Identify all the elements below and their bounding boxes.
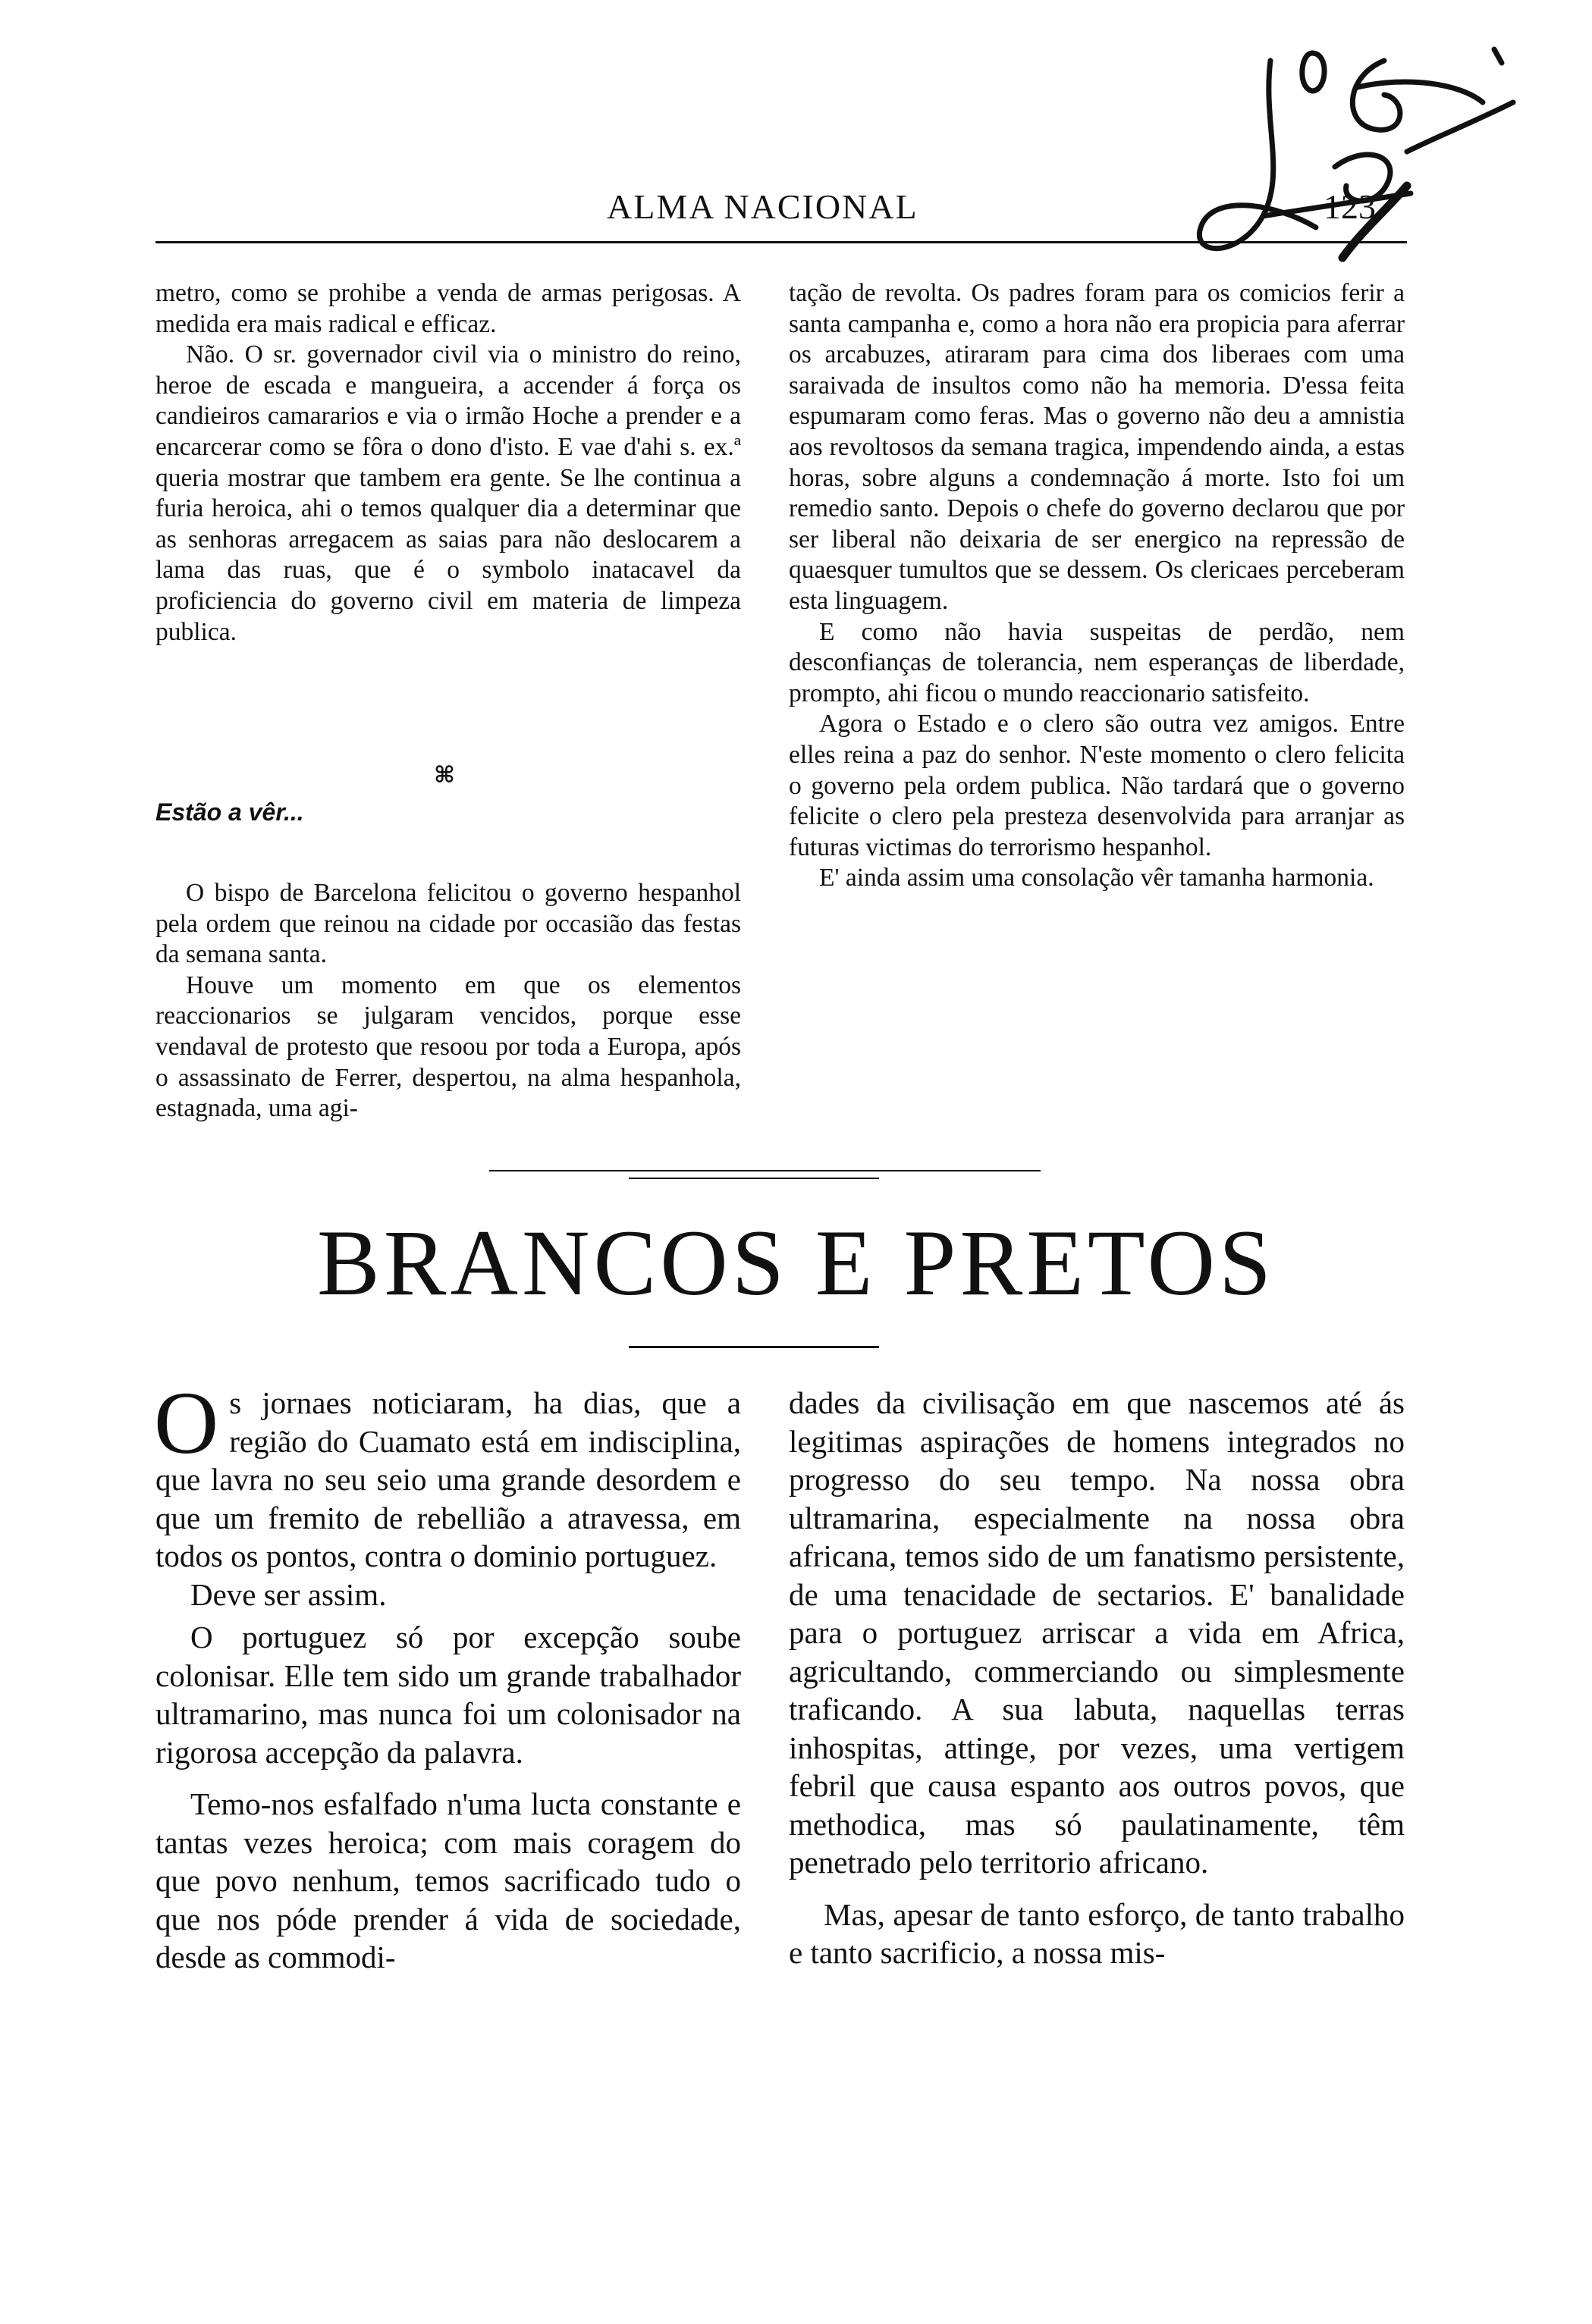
paragraph: Houve um momento em que os elementos reaccionarios se julgaram vencidos, porque esse vendaval de protesto que resoou por toda a Europa, após o assassinato de Ferrer, despertou, na alma hespanhola, estagnada, uma agi- [155,971,741,1123]
handwritten-signature [1157,30,1521,281]
section-column [155,878,741,1124]
article-left-column [154,1373,741,1977]
paragraph: tação de revolta. Os padres foram para os comicios ferir a santa campanha e, como a hora não era propicia para aferrar os arcabuzes, atiraram para cima dos liberaes com uma saraivada de insultos como não ha memoria. D'essa feita espumaram como feras. Mas o governo não deu a amnistia aos revoltosos da semana tragica, impendendo ainda, a estas horas, sobre alguns a condemnação á morte. Isto foi um remedio santo. Depois o chefe do governo declarou que por ser liberal não deixaria de ser energico na repressão de quaesquer tumultos que se dessem. Os clericaes perceberam esta linguagem. [789,279,1405,615]
article-right-column [789,1384,1405,1972]
paragraph: O portuguez só por excepção soube colonisar. Elle tem sido um grande trabalhador ultramarino, mas nunca foi um colonisador na rigorosa accepção da palavra. [155,1620,741,1770]
paragraph: Deve ser assim. [190,1576,387,1612]
title-rule [629,1346,879,1348]
running-title: ALMA NACIONAL [607,187,918,226]
paragraph: O bispo de Barcelona felicitou o governo hespanhol pela ordem que reinou na cidade por occasião das festas da semana santa. [155,879,741,969]
top-left-column [155,278,741,648]
paragraph: E como não havia suspeitas de perdão, nem desconfianças de tolerancia, nem esperanças de liberdade, prompto, ahi ficou o mundo reaccionario satisfeito. [789,617,1405,707]
divider-rule [489,1170,1041,1171]
paragraph: Temo-nos esfalfado n'uma lucta constante e tantas vezes heroica; com mais coragem do que povo nenhum, temos sacrificado tudo o que nos póde prender á vida de sociedade, desde as commodi- [155,1786,741,1974]
paragraph: metro, como se prohibe a venda de armas perigosas. A medida era mais radical e efficaz. [155,279,741,338]
paragraph: Não. O sr. governador civil via o ministro do reino, heroe de escada e mangueira, a accender á força os candieiros camararios e via o irmão Hoche a prender e a encarcerar como se fôra o dono d'isto. E vae d'ahi s. ex.ª queria mostrar que tambem era gente. Se lhe continua a furia heroica, ahi o temos qualquer dia a determinar que as senhoras arregacem as saias para não deslocarem a lama das ruas, que é o symbolo inatacavel da proficiencia do governo civil em materia de limpeza publica. [155,340,741,646]
divider-rule-short [629,1178,879,1179]
top-right-column [789,278,1405,894]
paragraph: E' ainda assim uma consolação vêr tamanha harmonia. [819,864,1374,892]
section-heading: Estão a vêr... [155,798,304,826]
page-number: 123 [1324,187,1376,226]
paragraph: Agora o Estado e o clero são outra vez amigos. Entre elles reina a paz do senhor. N'este momento o clero felicita o governo pela ordem publica. Não tardará que o governo felicite o clero pela presteza desenvolvida para arranjar as futuras victimas do terrorismo hespanhol. [789,710,1405,861]
paragraph: dades da civilisação em que nascemos até ás legitimas aspirações de homens integrados no progresso do seu tempo. Na nossa obra ultramarina, especialmente na nossa obra africana, temos sido de um fanatismo persistente, de uma tenacidade de sectarios. E' banalidade para o portuguez arriscar a vida em Africa, agricultando, commerciando ou simplesmente traficando. A sua labuta, naquellas terras inhospitas, attinge, por vezes, uma vertigem febril que causa espanto aos outros povos, que methodica, mas só paulatinamente, têm penetrado pelo territorio africano. [789,1385,1405,1880]
paragraph-opening [154,1373,741,1576]
drop-cap: O [154,1373,219,1472]
paragraph-text: s jornaes noticiaram, ha dias, que a região do Cuamato está em indisciplina, que lavra no seu seio uma grande desordem e que um fremito de rebellião a atravessa, em todos os pontos, contra o dominio portuguez. [155,1385,741,1573]
section-ornament: ⌘ [434,763,455,788]
article-title: BRANCOS E PRETOS [317,1211,1275,1315]
paragraph: Mas, apesar de tanto esforço, de tanto trabalho e tanto sacrificio, a nossa mis- [789,1896,1405,1970]
